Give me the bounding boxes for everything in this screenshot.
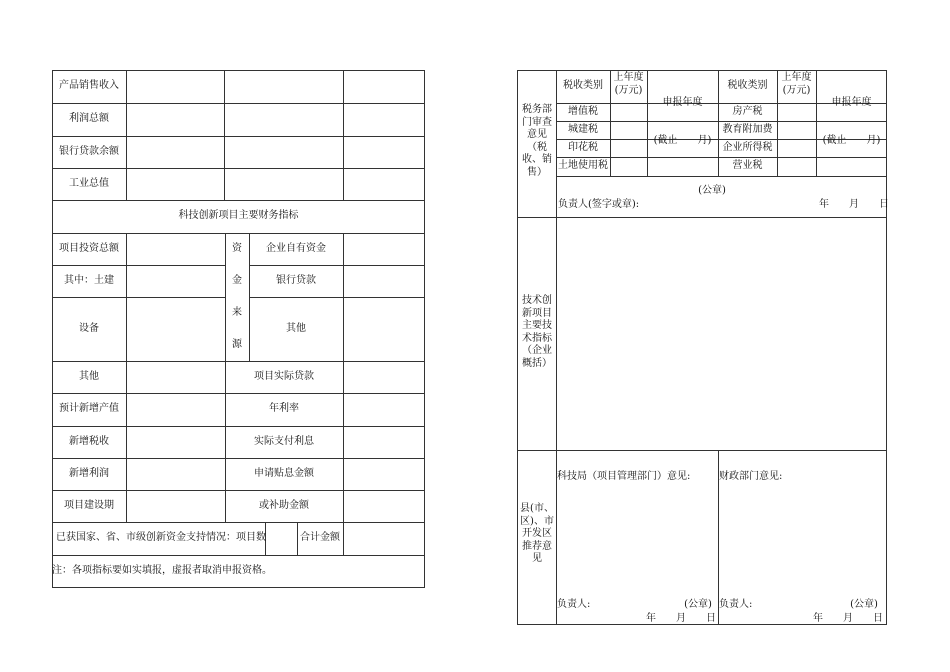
tax-responsible-sign: 负责人(签字或章): [558,198,640,210]
new-tax-label: 新增税收 [69,435,109,447]
total-profit-label: 利润总额 [69,113,109,125]
education-surcharge-label: 教育附加费 [722,123,773,135]
tax-seal-text: (公章) [698,184,726,196]
county-recommend-label: 县(市、区)、市开发区推荐意见 [520,503,554,564]
finance-responsible-label: 负责人: [719,598,753,610]
expected-output-label: 预计新增产值 [59,403,119,415]
report-year-header-1: 申报年度 (截止 月) [653,97,712,146]
other-label: 其他 [79,370,99,382]
urban-construction-tax-label: 城建税 [568,123,598,135]
civil-works-label: 其中：土建 [64,274,114,286]
section-title: 科技创新项目主要财务指标 [178,210,299,222]
self-funds-label: 企业自有资金 [266,242,326,254]
property-tax-label: 房产税 [732,105,763,117]
sti-seal-text: (公章) [684,598,712,610]
sti-bureau-opinion-label: 科技局（项目管理部门）意见: [557,470,691,482]
note-text: 注：各项指标要如实填报，虚报者取消申报资格。 [52,565,272,577]
industrial-output-label: 工业总值 [69,177,109,189]
tax-dept-label: 税务部门审查意见（税收、销售） [522,104,552,178]
stamp-tax-label: 印花税 [568,141,598,153]
bank-loan-balance-label: 银行贷款余额 [59,145,119,157]
last-year-header-1: 上年度 (万元) [613,72,644,96]
build-period-label: 项目建设期 [64,499,114,511]
new-profit-label: 新增利润 [69,467,109,479]
business-tax-label: 营业税 [732,160,763,172]
tech-indicators-label: 技术创新项目主要技术指标（企业概括） [522,295,552,369]
finance-dept-opinion-label: 财政部门意见: [719,470,783,482]
sti-responsible-label: 负责人: [557,598,591,610]
finance-seal-text: (公章) [850,598,878,610]
annual-rate-label: 年利率 [269,403,299,415]
actual-interest-label: 实际支付利息 [254,435,314,447]
sti-date: 年 月 日 [646,612,716,624]
fund-source-char-4: 源 [232,338,242,350]
tax-type-header-1: 税收类别 [563,80,603,92]
bank-loan-label: 银行贷款 [276,274,316,286]
report-year-header-2: 申报年度 (截止 月) [822,97,881,146]
fund-source-char-3: 来 [232,306,242,318]
grant-amount-label: 或补助金额 [259,499,309,511]
last-year-header-2: 上年度 (万元) [781,72,812,96]
fund-source-char-1: 资 [232,242,242,254]
other-source-label: 其他 [286,322,306,334]
tax-type-header-2: 税收类别 [727,80,768,92]
actual-loan-label: 项目实际贷款 [254,370,314,382]
land-use-tax-label: 土地使用税 [558,160,608,172]
equipment-label: 设备 [79,322,99,334]
tax-date: 年 月 日 [819,198,889,210]
subsidy-apply-label: 申请贴息金额 [254,467,314,479]
corporate-income-tax-label: 企业所得税 [722,141,773,153]
investment-total-label: 项目投资总额 [59,242,119,254]
product-sales-label: 产品销售收入 [59,80,119,92]
total-amount-label: 合计金额 [300,532,340,544]
vat-label: 增值税 [568,105,598,117]
finance-date: 年 月 日 [813,612,883,624]
fund-source-char-2: 金 [232,274,242,286]
support-received-label: 已获国家、省、市级创新资金支持情况：项目数 [56,532,266,544]
